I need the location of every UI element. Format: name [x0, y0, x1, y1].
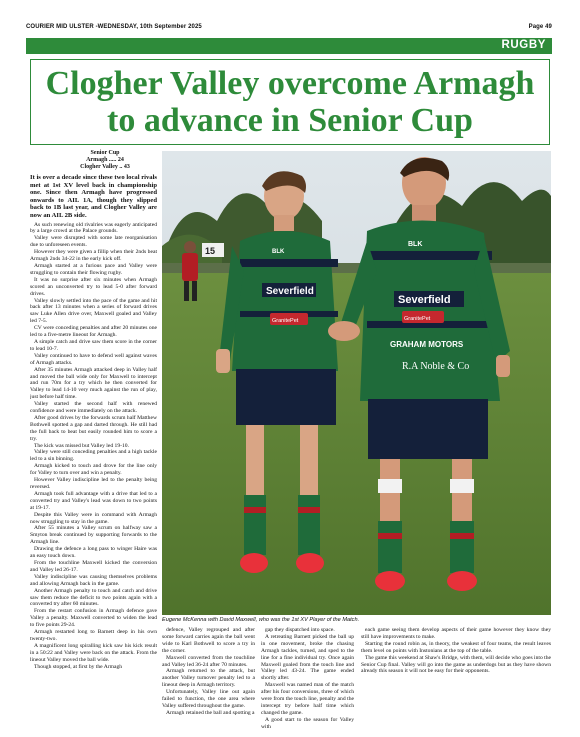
- page-number: Page 49: [528, 24, 552, 30]
- article-paragraph: A simple catch and drive saw them score in the corner to lead 10-7.: [30, 338, 157, 352]
- article-paragraph: Armagh retained the ball and spotting a: [166, 709, 255, 716]
- article-paragraph: Armagh started at a furious pace and Valley were struggling to contain their flowing rugby.: [30, 263, 157, 276]
- article-paragraph: From the restart confusion in Armagh defence gave Valley a penalty. Maxwell converted to widen the lead to five points 29-24.: [30, 608, 157, 629]
- article-paragraph: The kick was missed but Valley led 19-10.: [34, 442, 129, 449]
- article-paragraph: Armagh kicked to touch and drove for the line only for Valley to turn over and win a penalty.: [30, 463, 157, 477]
- article-paragraph: Armagh took full advantage with a drive that led to a converted try and Valley's lead was down to two points at 19-17.: [30, 490, 157, 511]
- article-paragraph: A retreating Barnett picked the ball up in one movement, broke the chasing Armagh tackles, turned, and sped to the line for a fine individual try. Once again Maxwell goaled from the touch line and Valley led 43-24. The game ended shortly after.: [261, 633, 354, 682]
- column-1-body: [30, 222, 157, 671]
- article-paragraph: defence, Valley regrouped and after some forward carries again the ball went wide to Karl Bothwell to score a try in the corner.: [162, 627, 255, 654]
- publication-line: COURIER MID ULSTER -WEDNESDAY, 10th September 2025: [26, 24, 202, 30]
- article-paragraph: Valley continued to have to defend well against waves of Armagh attacks.: [30, 352, 157, 366]
- article-paragraph: each game seeing them develop aspects of their game however they know they still have improvements to make.: [361, 627, 551, 640]
- article-paragraph: From the touchline Maxwell kicked the conversion and Valley led 26-17.: [30, 559, 157, 573]
- article-paragraph: CV were conceding penalties and after 20 minutes one led to a five-metre lineout for Armagh.: [30, 325, 157, 339]
- photo-caption: Eugene McKenna with David Maxwell, who was the 1st XV Player of the Match.: [162, 617, 360, 623]
- headline-line-2: to advance in Senior Cup: [107, 102, 473, 139]
- article-paragraph: After 35 minutes Armagh attacked deep in Valley half and moved the ball wide only for Maxwell to intercept and run 70m for a try which he then converted for Valley to lead 14-10 very much against the run of play, just before half time.: [30, 366, 157, 401]
- article-lead: It is over a decade since these two local rivals met at 1st XV level back in championship one. Since then Armagh have progressed onwards to AIL 1A, though they slipped back to 1B last year, and Clogher Valley are now an AIL 2B side.: [30, 174, 157, 219]
- left-sponsor-badge: GranitePet: [272, 318, 299, 324]
- headline-line-1: Clogher Valley overcome Armagh: [45, 65, 535, 102]
- post-sign: 15: [205, 246, 216, 256]
- score-box: [60, 150, 150, 172]
- article-paragraph: Valley were disrupted with some late reorganisation due to unforeseen events.: [30, 235, 157, 249]
- article-paragraph: Despite this Valley were in command with Armagh now struggling to stay in the game.: [30, 511, 157, 525]
- section-bar: [26, 38, 552, 54]
- score-line-armagh: Armagh ..... 24: [86, 157, 124, 164]
- article-column-3: [261, 627, 354, 732]
- article-paragraph: Armagh restarted long to Barnett deep in his own twenty-two.: [30, 629, 157, 642]
- right-jersey-sponsor: Severfield: [398, 294, 451, 306]
- article-column-1: [30, 174, 157, 729]
- right-sponsor-badge: GranitePet: [404, 316, 431, 322]
- article-paragraph: However Valley indiscipline led to the penalty being reversed.: [30, 477, 157, 490]
- article-paragraph: Another Armagh penalty to touch and catch and drive saw them reduce the deficit to two points again with a converted try after 60 minutes.: [30, 587, 157, 608]
- section-label: RUGBY: [501, 39, 546, 51]
- headline: [31, 65, 549, 139]
- article-paragraph: After 55 minutes a Valley scrum on halfway saw a Smyton break continued by supporting forwards to the Armagh line.: [30, 525, 157, 546]
- article-column-2: [162, 627, 255, 732]
- article-paragraph: Unfortunately, Valley line out again failed to function, the one area where Valley suffered throughout the game.: [162, 689, 255, 709]
- match-photo: [162, 151, 551, 615]
- article-paragraph: Though stopped, at first by the Armagh: [34, 663, 123, 670]
- article-paragraph: After good drives by the forwards scrum half Matthew Bothwell spotted a gap and darted through. He still had the full back to beat but easily rounded him to score a try.: [30, 414, 157, 442]
- article-paragraph: Valley were still conceding penalties and a high tackle led to a sin binning.: [30, 449, 157, 463]
- right-jersey-brand: BLK: [408, 241, 423, 248]
- article-paragraph: However they were given a fillip when their 2nds beat Armagh 2nds 34-22 in the early kick off.: [30, 249, 157, 263]
- headline-box: [30, 59, 550, 145]
- article-paragraph: A magnificent long spiralling kick saw his kick result in a 50:22 and Valley were back on the attack. From the lineout Valley moved the ball wide.: [30, 642, 157, 663]
- score-line-clogher: Clogher Valley .. 43: [80, 164, 130, 171]
- article-paragraph: The game this weekend at Shaw's Bridge, with them, will decide who goes into the Senior Cup final. Valley will go into the game as underdogs but as they have shown already this season it will not be easy for their opponents.: [361, 654, 551, 675]
- left-jersey-brand: BLK: [272, 249, 285, 255]
- competition-name: Senior Cup: [90, 150, 120, 156]
- right-sponsor-1: GRAHAM MOTORS: [390, 340, 464, 349]
- masthead: [26, 22, 552, 34]
- right-sponsor-2: R.A Noble & Co: [402, 361, 470, 372]
- article-column-4: [361, 627, 551, 732]
- handshake: [328, 321, 360, 341]
- article-paragraph: gap they dispatched into space.: [265, 627, 335, 633]
- article-paragraph: Valley indiscipline was causing themselves problems and allowing Armagh back in the game.: [30, 573, 157, 587]
- article-paragraph: Maxwell was named man of the match after his four conversions, three of which were from the touch line, penalty and the intercept try before half time which changed the game.: [261, 682, 354, 716]
- article-paragraph: As such renewing old rivalries was eagerly anticipated by a large crowd at the Palace grounds.: [30, 221, 157, 235]
- photo-illustration: [162, 151, 551, 615]
- article-paragraph: Drawing the defence a long pass to winger Haire was an easy touch down.: [30, 546, 157, 560]
- article-paragraph: It was no surprise after six minutes when Armagh scored an unconverted try to lead 5-0 after forward drives.: [30, 276, 157, 297]
- article-paragraph: Valley slowly settled into the pace of the game and hit back after 13 minutes when a series of forward drives saw Luke Allen drive over, Maxwell goaled and Valley led 7-5.: [30, 297, 157, 325]
- article-paragraph: Starting the round robin as, in theory, the weakest of four teams, the result leaves them level on points with Instonians at the top of the table.: [361, 640, 551, 654]
- article-paragraph: Valley started the second half with renewed confidence and were immediately on the attack.: [30, 401, 157, 415]
- left-jersey-sponsor: Severfield: [266, 286, 314, 297]
- article-paragraph: Maxwell converted from the touchline and Valley led 36-24 after 70 minutes.: [162, 654, 255, 668]
- article-paragraph: Armagh returned to the attack, but another Valley turnover penalty led to a lineout deep in Armagh territory.: [162, 668, 255, 689]
- article-paragraph: A good start to the season for Valley with: [261, 716, 354, 730]
